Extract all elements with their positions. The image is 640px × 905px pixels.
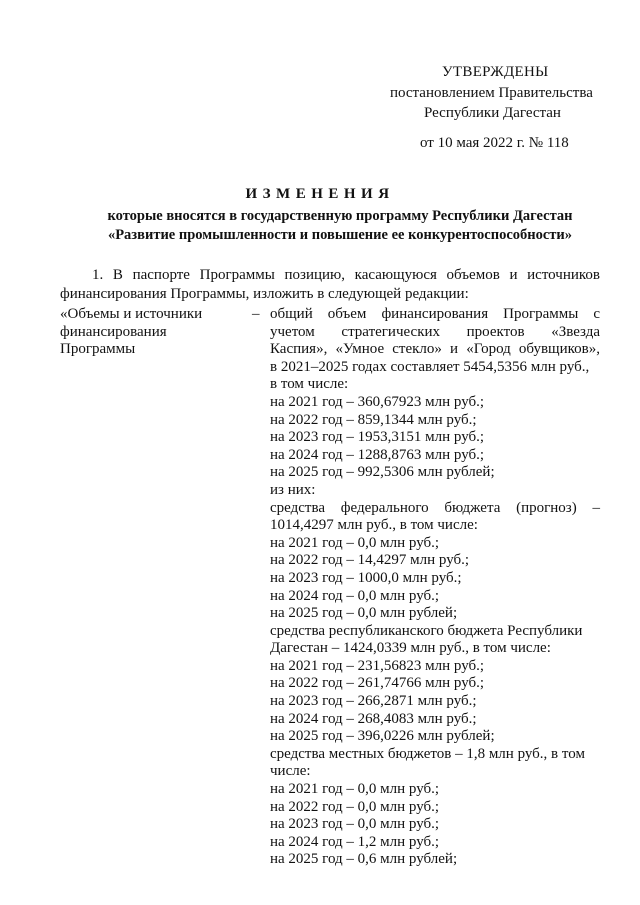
document-title: ИЗМЕНЕНИЯ <box>245 186 395 202</box>
financing-line: общий объем финансирования Программы с <box>270 306 600 322</box>
financing-line: на 2025 год – 396,0226 млн рублей; <box>270 728 495 745</box>
financing-line: на 2024 год – 1288,8763 млн руб.; <box>270 446 485 463</box>
financing-lines <box>270 306 600 869</box>
financing-line: на 2023 год – 266,2871 млн руб.; <box>270 693 477 710</box>
financing-line: на 2022 год – 14,4297 млн руб.; <box>270 552 470 569</box>
financing-line: в том числе: <box>270 376 349 393</box>
intro-paragraph <box>60 266 600 304</box>
financing-line: на 2022 год – 859,1344 млн руб.; <box>270 411 477 428</box>
financing-line: числе: <box>270 763 311 780</box>
financing-line: учетом стратегических проектов «Звезда <box>270 323 600 340</box>
financing-line: на 2022 год – 261,74766 млн руб.; <box>270 675 485 692</box>
approval-resolution: постановлением Правительства <box>390 84 593 101</box>
document-subtitle-line-1: которые вносятся в государственную программу Республики Дагестан <box>107 208 573 224</box>
document-subtitle-line-2: «Развитие промышленности и повышение ее конкурентоспособности» <box>107 227 573 243</box>
financing-line: на 2022 год – 0,0 млн руб.; <box>270 798 440 815</box>
financing-line: средства республиканского бюджета Республики <box>270 622 583 639</box>
intro-line-1: 1. В паспорте Программы позицию, касающуюся объемов и источников <box>92 267 600 283</box>
financing-line: на 2024 год – 268,4083 млн руб.; <box>270 710 477 727</box>
position-label-line: Программы <box>60 341 136 358</box>
financing-line: на 2025 год – 0,6 млн рублей; <box>270 851 458 868</box>
financing-line: на 2023 год – 1000,0 млн руб.; <box>270 569 462 586</box>
financing-details <box>252 306 600 869</box>
approval-block <box>380 62 610 153</box>
approval-date: от 10 мая 2022 г. № 118 <box>420 134 569 151</box>
financing-line: на 2021 год – 231,56823 млн руб.; <box>270 657 485 674</box>
financing-line: средства федерального бюджета (прогноз) – <box>270 499 600 516</box>
financing-line: на 2023 год – 1953,3151 млн руб.; <box>270 429 485 446</box>
financing-line: на 2021 год – 0,0 млн руб.; <box>270 781 440 798</box>
financing-line: средства местных бюджетов – 1,8 млн руб., в том <box>270 745 585 762</box>
position-label <box>60 306 240 359</box>
financing-line: на 2024 год – 0,0 млн руб.; <box>270 587 440 604</box>
financing-line: на 2021 год – 360,67923 млн руб.; <box>270 393 485 410</box>
financing-line: в 2021–2025 годах составляет 5454,5356 млн руб., <box>270 358 590 375</box>
dash-separator: – <box>252 306 260 322</box>
approval-republic: Республики Дагестан <box>424 105 561 121</box>
position-label-line: финансирования <box>60 323 167 340</box>
financing-line: на 2024 год – 1,2 млн руб.; <box>270 833 440 850</box>
financing-line: из них: <box>270 481 316 498</box>
position-label-line: «Объемы и источники <box>60 306 203 322</box>
financing-line: 1014,4297 млн руб., в том числе: <box>270 517 478 534</box>
financing-line: на 2023 год – 0,0 млн руб.; <box>270 816 440 833</box>
financing-line: на 2025 год – 992,5306 млн рублей; <box>270 464 495 481</box>
financing-line: Дагестан – 1424,0339 млн руб., в том числе: <box>270 640 551 657</box>
intro-line-2: финансирования Программы, изложить в следующей редакции: <box>60 286 469 302</box>
approval-title: УТВЕРЖДЕНЫ <box>442 64 549 80</box>
financing-line: на 2025 год – 0,0 млн рублей; <box>270 605 458 622</box>
financing-line: Каспия», «Умное стекло» и «Город обувщиков», <box>270 341 600 358</box>
financing-line: на 2021 год – 0,0 млн руб.; <box>270 534 440 551</box>
